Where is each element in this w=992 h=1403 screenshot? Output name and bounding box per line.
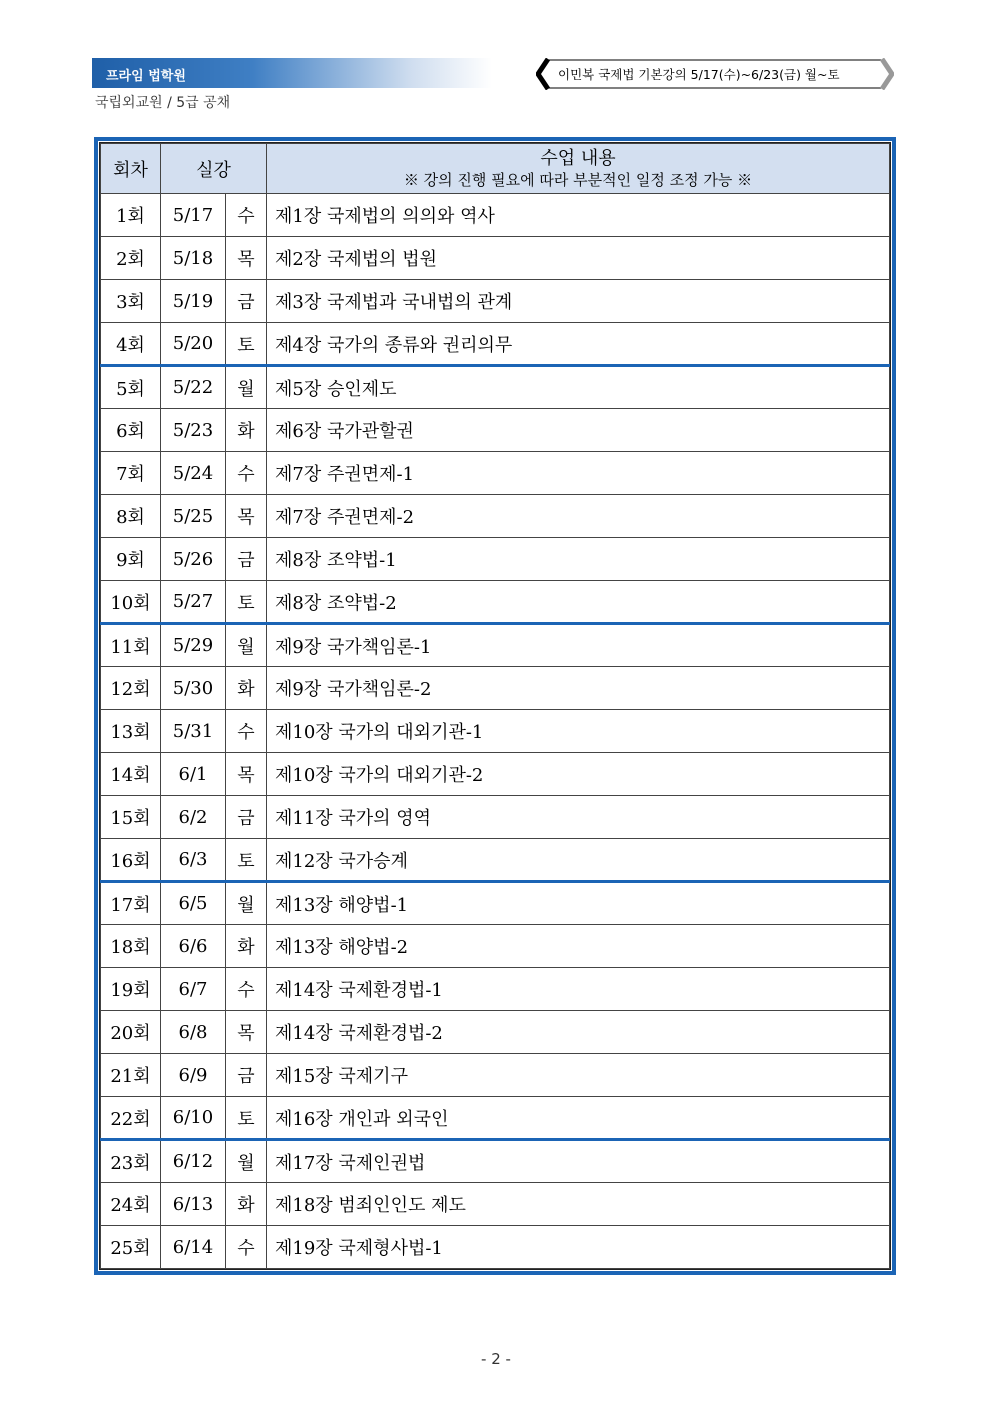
content-cell: 제4장 국가의 종류와 권리의무 [267, 323, 890, 366]
date-cell: 5/25 [161, 495, 226, 538]
content-cell: 제7장 주권면제-2 [267, 495, 890, 538]
content-cell: 제18장 범죄인인도 제도 [267, 1183, 890, 1226]
table-row [101, 1011, 890, 1054]
day-cell: 수 [226, 194, 267, 237]
day-cell: 수 [226, 1226, 267, 1269]
date-cell: 6/1 [161, 753, 226, 796]
date-cell: 6/12 [161, 1140, 226, 1183]
header-content-title: 수업 내용 [540, 147, 616, 169]
schedule-rows [101, 194, 890, 1269]
session-cell: 13회 [101, 710, 161, 753]
table-row [101, 710, 890, 753]
day-cell: 목 [226, 1011, 267, 1054]
session-cell: 17회 [101, 882, 161, 925]
content-cell: 제8장 조약법-1 [267, 538, 890, 581]
day-cell: 금 [226, 538, 267, 581]
content-cell: 제5장 승인제도 [267, 366, 890, 409]
table-row [101, 1097, 890, 1140]
day-cell: 화 [226, 409, 267, 452]
session-cell: 15회 [101, 796, 161, 839]
session-cell: 23회 [101, 1140, 161, 1183]
day-cell: 토 [226, 581, 267, 624]
date-cell: 6/3 [161, 839, 226, 882]
session-cell: 4회 [101, 323, 161, 366]
table-row [101, 366, 890, 409]
day-cell: 수 [226, 452, 267, 495]
session-cell: 9회 [101, 538, 161, 581]
table-header-row [101, 144, 890, 194]
day-cell: 월 [226, 366, 267, 409]
date-cell: 5/19 [161, 280, 226, 323]
session-cell: 5회 [101, 366, 161, 409]
day-cell: 화 [226, 925, 267, 968]
content-cell: 제6장 국가관할권 [267, 409, 890, 452]
content-cell: 제14장 국제환경법-1 [267, 968, 890, 1011]
date-cell: 6/6 [161, 925, 226, 968]
content-cell: 제10장 국가의 대외기관-1 [267, 710, 890, 753]
session-cell: 2회 [101, 237, 161, 280]
session-cell: 11회 [101, 624, 161, 667]
day-cell: 월 [226, 1140, 267, 1183]
table-row [101, 796, 890, 839]
table-row [101, 882, 890, 925]
day-cell: 월 [226, 624, 267, 667]
course-title: 이민복 국제법 기본강의 5/17(수)~6/23(금) 월~토 [558, 67, 840, 82]
table-row [101, 839, 890, 882]
session-cell: 25회 [101, 1226, 161, 1269]
table-row [101, 452, 890, 495]
header-date: 실강 [161, 144, 267, 194]
table-row [101, 409, 890, 452]
table-row [101, 624, 890, 667]
session-cell: 20회 [101, 1011, 161, 1054]
content-cell: 제8장 조약법-2 [267, 581, 890, 624]
day-cell: 목 [226, 495, 267, 538]
content-cell: 제13장 해양법-1 [267, 882, 890, 925]
table-row [101, 495, 890, 538]
session-cell: 6회 [101, 409, 161, 452]
day-cell: 월 [226, 882, 267, 925]
date-cell: 5/23 [161, 409, 226, 452]
day-cell: 금 [226, 796, 267, 839]
date-cell: 5/29 [161, 624, 226, 667]
content-cell: 제17장 국제인권법 [267, 1140, 890, 1183]
date-cell: 6/10 [161, 1097, 226, 1140]
content-cell: 제9장 국가책임론-2 [267, 667, 890, 710]
session-cell: 22회 [101, 1097, 161, 1140]
table-row [101, 925, 890, 968]
content-cell: 제1장 국제법의 의의와 역사 [267, 194, 890, 237]
date-cell: 6/13 [161, 1183, 226, 1226]
day-cell: 수 [226, 968, 267, 1011]
day-cell: 금 [226, 1054, 267, 1097]
day-cell: 목 [226, 753, 267, 796]
date-cell: 6/5 [161, 882, 226, 925]
content-cell: 제12장 국가승계 [267, 839, 890, 882]
day-cell: 수 [226, 710, 267, 753]
content-cell: 제9장 국가책임론-1 [267, 624, 890, 667]
day-cell: 토 [226, 323, 267, 366]
schedule-table-frame [94, 137, 896, 1275]
table-row [101, 194, 890, 237]
content-cell: 제15장 국제기구 [267, 1054, 890, 1097]
table-row [101, 323, 890, 366]
table-row [101, 1226, 890, 1269]
date-cell: 5/24 [161, 452, 226, 495]
date-cell: 6/9 [161, 1054, 226, 1097]
exam-subtitle: 국립외교원 / 5급 공채 [95, 95, 231, 111]
session-cell: 12회 [101, 667, 161, 710]
date-cell: 6/2 [161, 796, 226, 839]
header-content-note: ※ 강의 진행 필요에 따라 부분적인 일정 조정 가능 ※ [403, 170, 753, 189]
table-row [101, 753, 890, 796]
table-row [101, 968, 890, 1011]
content-cell: 제10장 국가의 대외기관-2 [267, 753, 890, 796]
page-number: - 2 - [481, 1350, 511, 1368]
course-banner [536, 58, 894, 90]
header-session: 회차 [101, 144, 161, 194]
session-cell: 16회 [101, 839, 161, 882]
content-cell: 제19장 국제형사법-1 [267, 1226, 890, 1269]
session-cell: 18회 [101, 925, 161, 968]
session-cell: 10회 [101, 581, 161, 624]
date-cell: 5/31 [161, 710, 226, 753]
date-cell: 6/7 [161, 968, 226, 1011]
content-cell: 제2장 국제법의 법원 [267, 237, 890, 280]
date-cell: 5/22 [161, 366, 226, 409]
table-row [101, 237, 890, 280]
day-cell: 토 [226, 839, 267, 882]
session-cell: 8회 [101, 495, 161, 538]
date-cell: 5/27 [161, 581, 226, 624]
day-cell: 목 [226, 237, 267, 280]
header-content [267, 144, 890, 194]
session-cell: 3회 [101, 280, 161, 323]
day-cell: 토 [226, 1097, 267, 1140]
date-cell: 5/18 [161, 237, 226, 280]
day-cell: 금 [226, 280, 267, 323]
session-cell: 24회 [101, 1183, 161, 1226]
content-cell: 제11장 국가의 영역 [267, 796, 890, 839]
table-row [101, 538, 890, 581]
table-row [101, 1140, 890, 1183]
content-cell: 제13장 해양법-2 [267, 925, 890, 968]
table-row [101, 280, 890, 323]
table-row [101, 1054, 890, 1097]
content-cell: 제7장 주권면제-1 [267, 452, 890, 495]
date-cell: 5/30 [161, 667, 226, 710]
brand-name: 프라임 법학원 [106, 69, 186, 84]
date-cell: 6/8 [161, 1011, 226, 1054]
table-row [101, 667, 890, 710]
session-cell: 7회 [101, 452, 161, 495]
date-cell: 5/17 [161, 194, 226, 237]
date-cell: 6/14 [161, 1226, 226, 1269]
table-row [101, 581, 890, 624]
date-cell: 5/20 [161, 323, 226, 366]
table-row [101, 1183, 890, 1226]
schedule-table [100, 143, 890, 1269]
content-cell: 제16장 개인과 외국인 [267, 1097, 890, 1140]
date-cell: 5/26 [161, 538, 226, 581]
brand-bar [92, 58, 492, 88]
day-cell: 화 [226, 667, 267, 710]
session-cell: 14회 [101, 753, 161, 796]
session-cell: 1회 [101, 194, 161, 237]
day-cell: 화 [226, 1183, 267, 1226]
session-cell: 19회 [101, 968, 161, 1011]
content-cell: 제3장 국제법과 국내법의 관계 [267, 280, 890, 323]
content-cell: 제14장 국제환경법-2 [267, 1011, 890, 1054]
session-cell: 21회 [101, 1054, 161, 1097]
